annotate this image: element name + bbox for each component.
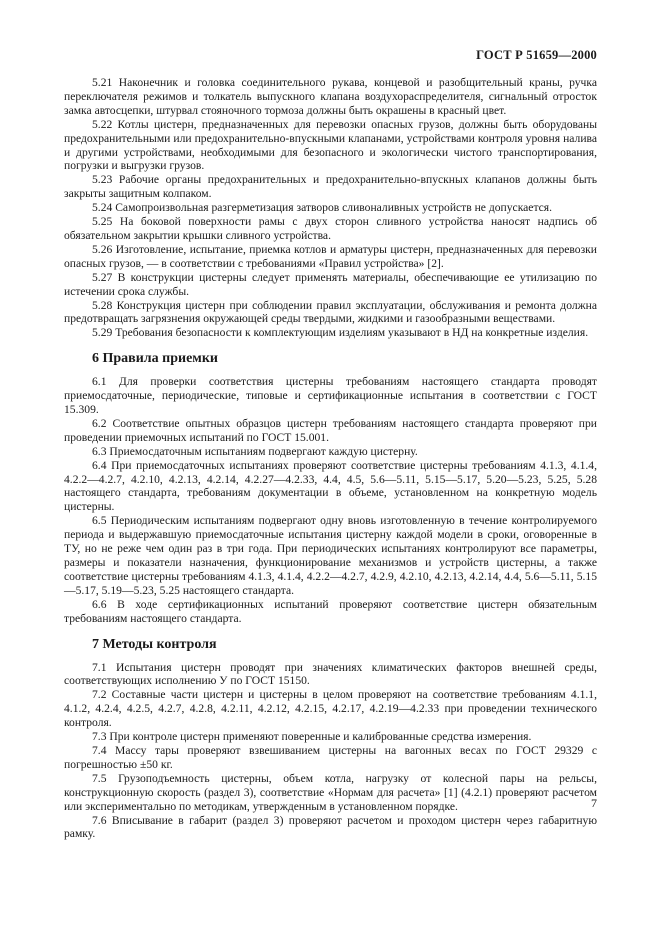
paragraph-5-24: 5.24 Самопроизвольная разгерметизация затворов сливоналивных устройств не допускается.	[92, 201, 553, 215]
paragraph-5-23: 5.23 Рабочие органы предохранительных и предохранительно-впускных клапанов должны быть закрыты защитным колпаком.	[64, 173, 597, 201]
section-7-heading: 7 Методы контроля	[92, 636, 217, 652]
paragraph-6-6: 6.6 В ходе сертификационных испытаний проверяют соответствие цистерн обязательным требованиям настоящего стандарта.	[64, 597, 597, 625]
paragraph-6-4: 6.4 При приемосдаточных испытаниях проверяют соответствие цистерны требованиям 4.1.3, 4.1.4, 4.2.2—4.2.7, 4.2.10, 4.2.13, 4.2.14, 4.2.27—4.2.33, 4.4, 4.5, 5.6—5.11, 5.15—5.17, 5.20—5.23, 5.25, 5.28 настоящего стандарта, требованиям документации в объеме, установленном на конкретную модель цистерны.	[64, 458, 597, 514]
paragraph-6-1: 6.1 Для проверки соответствия цистерны требованиям настоящего стандарта проводят приемосдаточные, периодические, типовые и сертификационные испытания в соответствии с ГОСТ 15.309.	[64, 375, 597, 417]
paragraph-5-26: 5.26 Изготовление, испытание, приемка котлов и арматуры цистерн, предназначенных для перевозки опасных грузов, — в соответствии с требованиями «Правил устройства» [2].	[64, 242, 597, 270]
paragraph-5-27: 5.27 В конструкции цистерны следует применять материалы, обеспечивающие ее утилизацию по истечении срока службы.	[64, 270, 597, 298]
document-body	[64, 76, 597, 841]
paragraph-5-22: 5.22 Котлы цистерн, предназначенных для перевозки опасных грузов, должны быть оборудованы предохранительными или предохранительно-впускными клапанами, устройствами контроля уровня налива и другими устройствами, необходимыми для безопасного и экологически чистого транспортирования, погрузки и выгрузки грузов.	[64, 117, 597, 173]
page-number: 7	[591, 796, 597, 810]
paragraph-5-29: 5.29 Требования безопасности к комплектующим изделиям указывают в НД на конкретные изделия.	[92, 326, 589, 340]
paragraph-5-21: 5.21 Наконечник и головка соединительного рукава, концевой и разобщительный краны, ручка переключателя режимов и толкатель выпускного клапана воздухораспределителя, сигнальный отросток замка автосцепки, штурвал стояночного тормоза должны быть окрашены в красный цвет.	[64, 76, 597, 117]
paragraph-7-3: 7.3 При контроле цистерн применяют поверенные и калиброванные средства измерения.	[92, 730, 532, 744]
paragraph-7-6: 7.6 Вписывание в габарит (раздел 3) проверяют расчетом и проходом цистерн через габаритную рамку.	[64, 813, 597, 841]
paragraph-6-2: 6.2 Соответствие опытных образцов цистерн требованиям настоящего стандарта проверяют при проведении приемочных испытаний по ГОСТ 15.001.	[64, 416, 597, 444]
paragraph-6-3: 6.3 Приемосдаточным испытаниям подвергают каждую цистерну.	[92, 444, 418, 458]
document-id: ГОСТ Р 51659—2000	[476, 48, 597, 62]
paragraph-5-25: 5.25 На боковой поверхности рамы с двух сторон сливного устройства наносят надпись об обязательном закрытии крышки сливного устройства.	[64, 215, 597, 242]
section-6-heading: 6 Правила приемки	[92, 351, 218, 367]
paragraph-7-2: 7.2 Составные части цистерн и цистерны в целом проверяют на соответствие требованиям 4.1.1, 4.1.2, 4.2.4, 4.2.5, 4.2.7, 4.2.8, 4.2.11, 4.2.12, 4.2.15, 4.2.17, 4.2.19—4.2.33 при проведении технического контроля.	[64, 688, 597, 730]
paragraph-5-28: 5.28 Конструкция цистерн при соблюдении правил эксплуатации, обслуживания и ремонта должна предотвращать загрязнения окружающей среды твердыми, жидкими и газообразными веществами.	[64, 298, 597, 326]
paragraph-7-4: 7.4 Массу тары проверяют взвешиванием цистерны на вагонных весах по ГОСТ 29329 с погрешностью ±50 кг.	[64, 743, 597, 771]
paragraph-7-5: 7.5 Грузоподъемность цистерны, объем котла, нагрузку от колесной пары на рельсы, конструкционную скорость (раздел 3), соответствие «Нормам для расчета» [1] (4.2.1) проверяют расчетом или экспериментально по методикам, утвержденным в установленном порядке.	[64, 771, 597, 813]
paragraph-6-5: 6.5 Периодическим испытаниям подвергают одну вновь изготовленную в течение контролируемого периода и выдержавшую приемосдаточные испытания цистерну каждой модели в сроки, оговоренные в ТУ, но не реже чем один раз в три года. При периодических испытаниях контролируют все параметры, размеры и показатели назначения, функционирование механизмов и устройств цистерны, а также соответствие цистерны требованиям 4.1.3, 4.1.4, 4.2.2—4.2.7, 4.2.9, 4.2.10, 4.2.13, 4.2.14, 4.4, 5.6—5.11, 5.15—5.17, 5.19—5.23, 5.25 настоящего стандарта.	[64, 514, 597, 597]
paragraph-7-1: 7.1 Испытания цистерн проводят при значениях климатических факторов внешней среды, соответствующих исполнению У по ГОСТ 15150.	[64, 660, 597, 688]
